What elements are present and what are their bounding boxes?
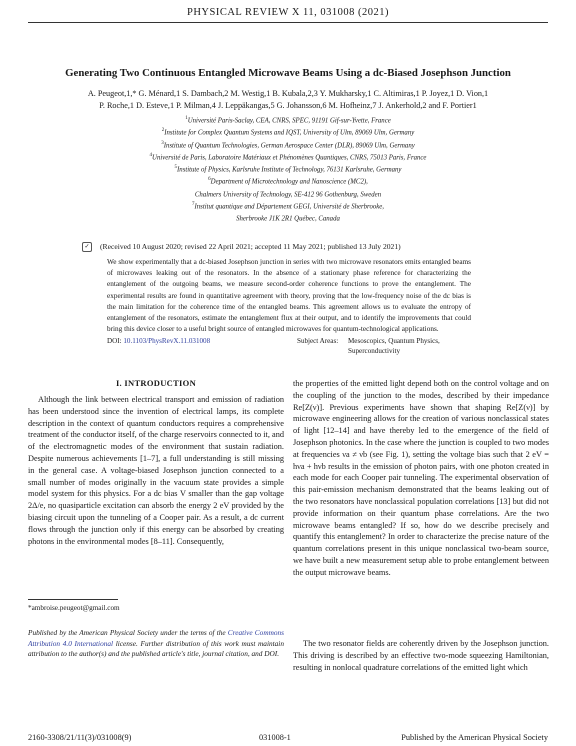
paper-title: Generating Two Continuous Entangled Microwave Beams Using a dc-Biased Josephson Junction — [65, 67, 511, 79]
affiliations — [40, 114, 536, 224]
intro-paragraph-right: the properties of the emitted light depend both on the control voltage and on the coupling of the junction to the modes, described by their impedance Re[Z(ν)]. Previous experiments have shown that shaping Re[Z(ν)] by microwave engineering allows for the creation of various nonclassical states of light [12–14] and have thereby led to the emergence of the field of Josephson photonics. In the case where the junction is coupled to two modes at frequencies νa ≠ νb (see Fig. 1), setting the voltage bias such that 2 eV = hνa + hνb results in the emission of photon pairs, with one photon created in each mode for each Cooper pair tunneling. The experimental observation of this pair-emission mechanism demonstrated that the beams leaking out of the two resonators have nonclassical population correlations [13] but did not provide information on their quantum phase correlations. Are the two microwave beams entangled? If so, how do we describe precisely and quantify this entanglement? In order to characterize the precise nature of the quantum correlations present in this unique nonclassical two-beam source, we have built a new measurement setup able to probe entanglement between the output microwave beams. — [293, 379, 549, 577]
doi-line — [107, 337, 210, 345]
doi-link[interactable]: 10.1103/PhysRevX.11.031008 — [123, 337, 211, 345]
subject-areas — [297, 337, 478, 356]
open-access-icon[interactable]: ✓ — [82, 242, 92, 252]
license-text-end: license. Further distribution of this work must maintain attribution to the author(s) and the published article's title, journal citation, and DOI. — [28, 638, 284, 659]
intro-paragraph-left: Although the link between electrical transport and emission of radiation has been understood since the invention of electrical lamps, its complete description in the context of quantum conductors requires a comprehensive treatment of the conductor itself, of the charge reservoirs connected to it, and of the electromagnetic modes of the environment that sustain radiation. Despite numerous achievements [1–7], a full understanding is still missing in the general case. A voltage-biased Josephson junction connected to a small number of modes originally in the vacuum state provides a simple model system for this physics. For a dc bias V smaller than the gap voltage 2Δ/e, no quasiparticle excitation can absorb the energy 2 eV provided by the biasing circuit upon the tunneling of a Cooper pair. As a result, a dc current flows through the junction only if this energy can be absorbed by creating photons in the environmental modes [8–11]. Consequently, — [28, 395, 284, 546]
doi-label: DOI: — [107, 337, 122, 345]
affiliation: $^6$Department of Microtechnology and Nanoscience (MC2), — [208, 177, 368, 186]
section-heading: I. INTRODUCTION — [115, 378, 197, 388]
header-rule — [28, 22, 548, 23]
license-notice — [28, 628, 284, 660]
subject-values: Mesoscopics, Quantum Physics, Superconductivity — [348, 337, 440, 355]
subject-label: Subject Areas: — [297, 337, 339, 345]
journal-header: PHYSICAL REVIEW X 11, 031008 (2021) — [186, 7, 390, 18]
footer-issn: 2160-3308/21/11(3)/031008(9) — [28, 733, 132, 742]
authors-line-2: P. Roche,1 D. Esteve,1 P. Milman,4 J. Leppäkangas,5 G. Johansson,6 M. Hofheinz,7 J. Ankerhold,2 and F. Portier1 — [99, 100, 477, 110]
received-dates — [82, 242, 542, 252]
footer-page-number: 031008-1 — [259, 733, 291, 742]
affiliation: $^1$Université Paris-Saclay, CEA, CNRS, SPEC, 91191 Gif-sur-Yvette, France — [185, 116, 391, 125]
affiliation: Chalmers University of Technology, SE-412 96 Gothenburg, Sweden — [194, 190, 382, 198]
received-text: (Received 10 August 2020; revised 22 April 2021; accepted 11 May 2021; published 13 July 2021) — [100, 242, 401, 251]
license-text: Published by the American Physical Society under the terms of the — [28, 628, 228, 637]
license-link[interactable]: Creative Commons Attribution 4.0 International — [28, 628, 284, 648]
intro-paragraph-right-2: The two resonator fields are coherently driven by the Josephson junction. This driving is described by an effective two-mode squeezing Hamiltonian, resulting in nonlocal quadrature correlations of the emitted light which — [293, 639, 549, 672]
affiliation: $^3$Institute of Quantum Technologies, German Aerospace Center (DLR), 89069 Ulm, Germany — [161, 140, 415, 149]
footnote-rule — [28, 599, 118, 600]
affiliation: Sherbrooke J1K 2R1 Québec, Canada — [236, 215, 340, 223]
affiliation: $^2$Institute for Complex Quantum Systems and IQST, University of Ulm, 89069 Ulm, Germany — [161, 128, 415, 137]
abstract: We show experimentally that a dc-biased Josephson junction in series with two microwave resonators emits entangled beams of microwaves leaking out of the resonators. In the absence of a stationary phase reference for characterizing the entanglement of the outgoing beams, we measure second-order coherence functions to prove the entanglement. The experimental results are found in quantitative agreement with theory, proving that the low-frequency noise of the dc bias is the main limitation for the coherence time of the entangled beams. This agreement allows us to evaluate the entropy of entanglement of the resonators, estimate the entanglement flux at their output, and to identify the improvements that could bring this device closer to a useful bright source of entangled microwaves for quantum-technological applications. — [107, 258, 471, 334]
affiliation: $^5$Institute of Physics, Karlsruhe Institute of Technology, 76131 Karlsruhe, Germany — [174, 165, 402, 174]
affiliation: $^4$Université de Paris, Laboratoire Matériaux et Phénomènes Quantiques, CNRS, 75013 Paris, France — [149, 152, 427, 162]
footer-publisher: Published by the American Physical Society — [401, 733, 548, 742]
affiliation: $^7$Institut quantique and Département GEGI, Université de Sherbrooke, — [192, 201, 384, 211]
authors-line-1: A. Peugeot,1,* G. Ménard,1 S. Dambach,2 M. Westig,1 B. Kubala,2,3 Y. Mukharsky,1 C. Altimiras,1 P. Joyez,1 D. Vion,1 — [87, 89, 489, 98]
author-list — [40, 88, 536, 111]
corresponding-author-footnote: *ambroise.peugeot@gmail.com — [28, 604, 120, 612]
